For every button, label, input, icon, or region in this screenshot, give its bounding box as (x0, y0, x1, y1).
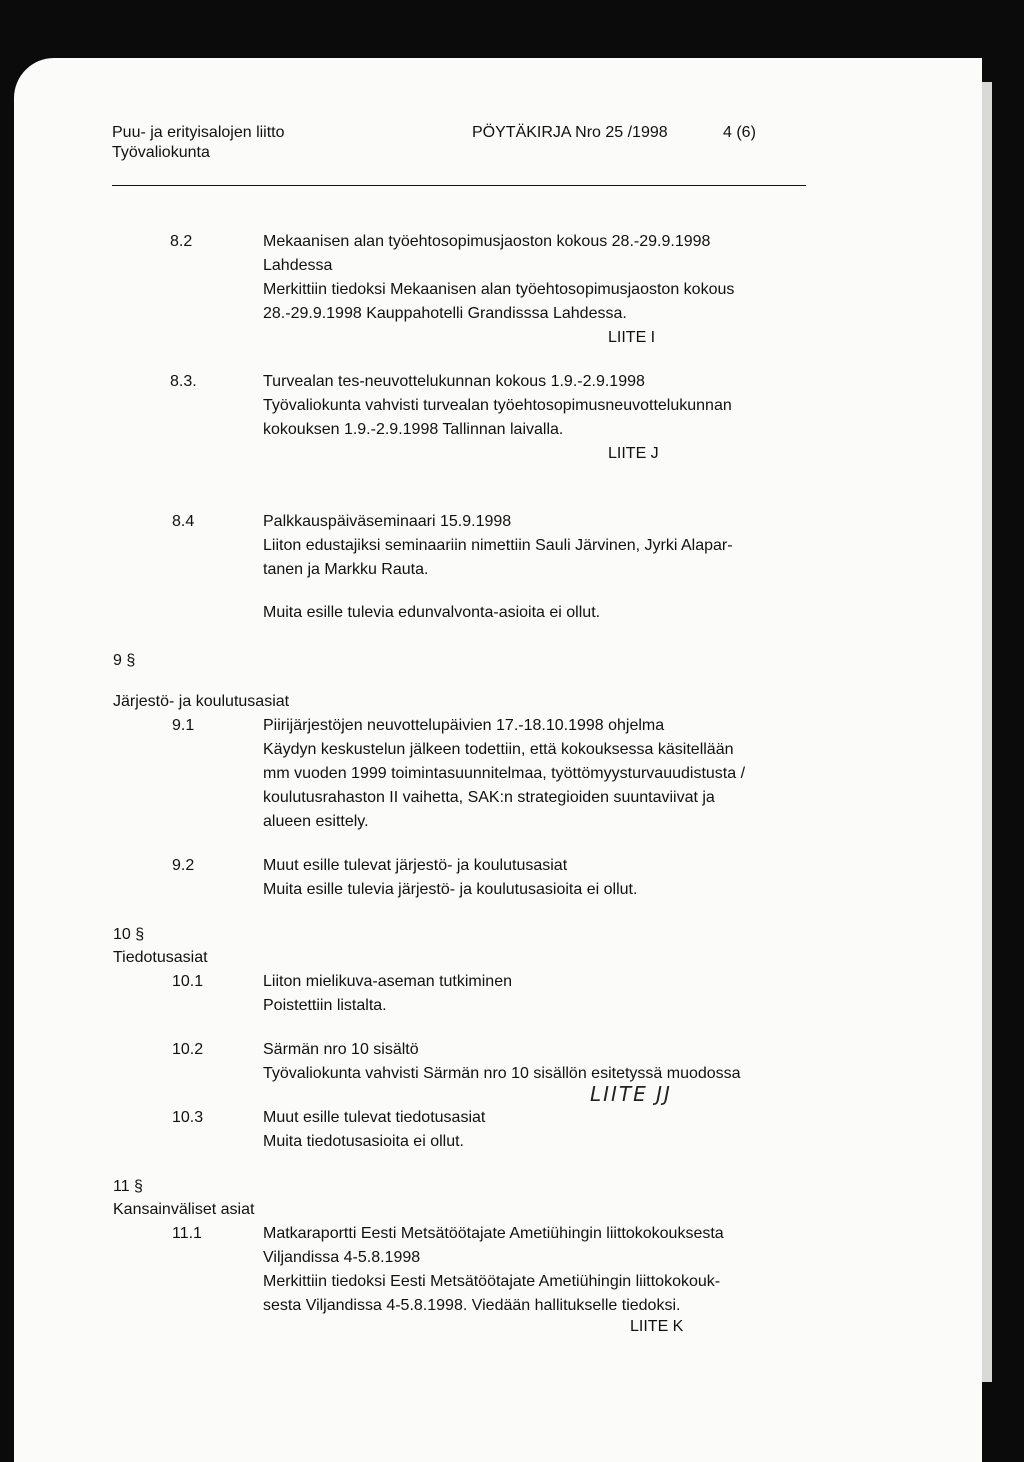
item-number: 9.2 (172, 857, 195, 874)
item-text-line: Mekaanisen alan työehtosopimusjaoston kokous 28.-29.9.1998 (263, 233, 711, 250)
page-edge-shadow (982, 82, 992, 1382)
section-mark: 10 § (113, 926, 145, 943)
item-text-line: 28.-29.9.1998 Kauppahotelli Grandisssa Lahdessa. (263, 305, 627, 322)
item-text-line: koulutusrahaston II vaihetta, SAK:n strategioiden suuntaviivat ja (263, 789, 715, 806)
section-title: Järjestö- ja koulutusasiat (113, 693, 290, 710)
header-divider (112, 185, 806, 186)
item-text-line: Muita esille tulevia järjestö- ja koulutusasioita ei ollut. (263, 881, 638, 898)
section-title: Kansainväliset asiat (113, 1201, 255, 1218)
item-text-line: kokouksen 1.9.-2.9.1998 Tallinnan laivalla. (263, 421, 564, 438)
item-number: 10.3 (172, 1109, 204, 1126)
section-title: Tiedotusasiat (113, 949, 208, 966)
item-text-line: mm vuoden 1999 toimintasuunnitelmaa, työttömyysturvauudistusta / (263, 765, 746, 782)
item-text-line: Työvaliokunta vahvisti turvealan työehtosopimusneuvottelukunnan (263, 397, 732, 414)
item-text-line: Turvealan tes-neuvottelukunnan kokous 1.9.-2.9.1998 (263, 373, 645, 390)
annex-label: LIITE K (630, 1318, 684, 1335)
section-mark: 9 § (113, 652, 136, 669)
item-number: 11.1 (172, 1225, 202, 1242)
item-number: 8.3. (170, 373, 197, 390)
item-number: 10.1 (172, 973, 204, 990)
item-text-line: Muita esille tulevia edunvalvonta-asioita ei ollut. (263, 604, 601, 621)
item-text-line: Merkittiin tiedoksi Mekaanisen alan työehtosopimusjaoston kokous (263, 281, 735, 298)
item-text-line: Liiton mielikuva-aseman tutkiminen (263, 973, 512, 990)
item-text-line: Matkaraportti Eesti Metsätöötajate Ametiühingin liittokokouksesta (263, 1225, 724, 1242)
item-text-line: Palkkauspäiväseminaari 15.9.1998 (263, 513, 512, 530)
section-mark: 11 § (113, 1178, 143, 1195)
item-number: 10.2 (172, 1041, 204, 1058)
item-text-line: Viljandissa 4-5.8.1998 (263, 1249, 421, 1266)
item-text-line: Liiton edustajiksi seminaariin nimettiin Sauli Järvinen, Jyrki Alapar- (263, 537, 733, 554)
item-number: 8.4 (172, 513, 195, 530)
item-number: 8.2 (170, 233, 193, 250)
handwritten-annex-note: LIITE JJ (590, 1082, 672, 1106)
org-name: Puu- ja erityisalojen liitto (112, 124, 285, 141)
annex-label: LIITE J (608, 445, 659, 462)
item-number: 9.1 (172, 717, 195, 734)
item-text-line: Särmän nro 10 sisältö (263, 1041, 419, 1058)
annex-label: LIITE I (608, 329, 656, 346)
item-text-line: Poistettiin listalta. (263, 997, 387, 1014)
item-text-line: Muita tiedotusasioita ei ollut. (263, 1133, 464, 1150)
item-text-line: Merkittiin tiedoksi Eesti Metsätöötajate Ametiühingin liittokokouk- (263, 1273, 721, 1290)
item-text-line: alueen esittely. (263, 813, 369, 830)
document-title: PÖYTÄKIRJA Nro 25 /1998 (472, 124, 668, 141)
item-text-line: sesta Viljandissa 4-5.8.1998. Viedään hallitukselle tiedoksi. (263, 1297, 681, 1314)
department-name: Työvaliokunta (112, 144, 210, 161)
document-page (14, 58, 982, 1462)
item-text-line: Käydyn keskustelun jälkeen todettiin, että kokouksessa käsitellään (263, 741, 734, 758)
item-text-line: tanen ja Markku Rauta. (263, 561, 429, 578)
item-text-line: Muut esille tulevat tiedotusasiat (263, 1109, 486, 1126)
item-text-line: Lahdessa (263, 257, 333, 274)
item-text-line: Muut esille tulevat järjestö- ja koulutusasiat (263, 857, 568, 874)
item-text-line: Piirijärjestöjen neuvottelupäivien 17.-18.10.1998 ohjelma (263, 717, 665, 734)
item-text-line: Työvaliokunta vahvisti Särmän nro 10 sisällön esitetyssä muodossa (263, 1065, 741, 1082)
page-number: 4 (6) (723, 124, 756, 141)
